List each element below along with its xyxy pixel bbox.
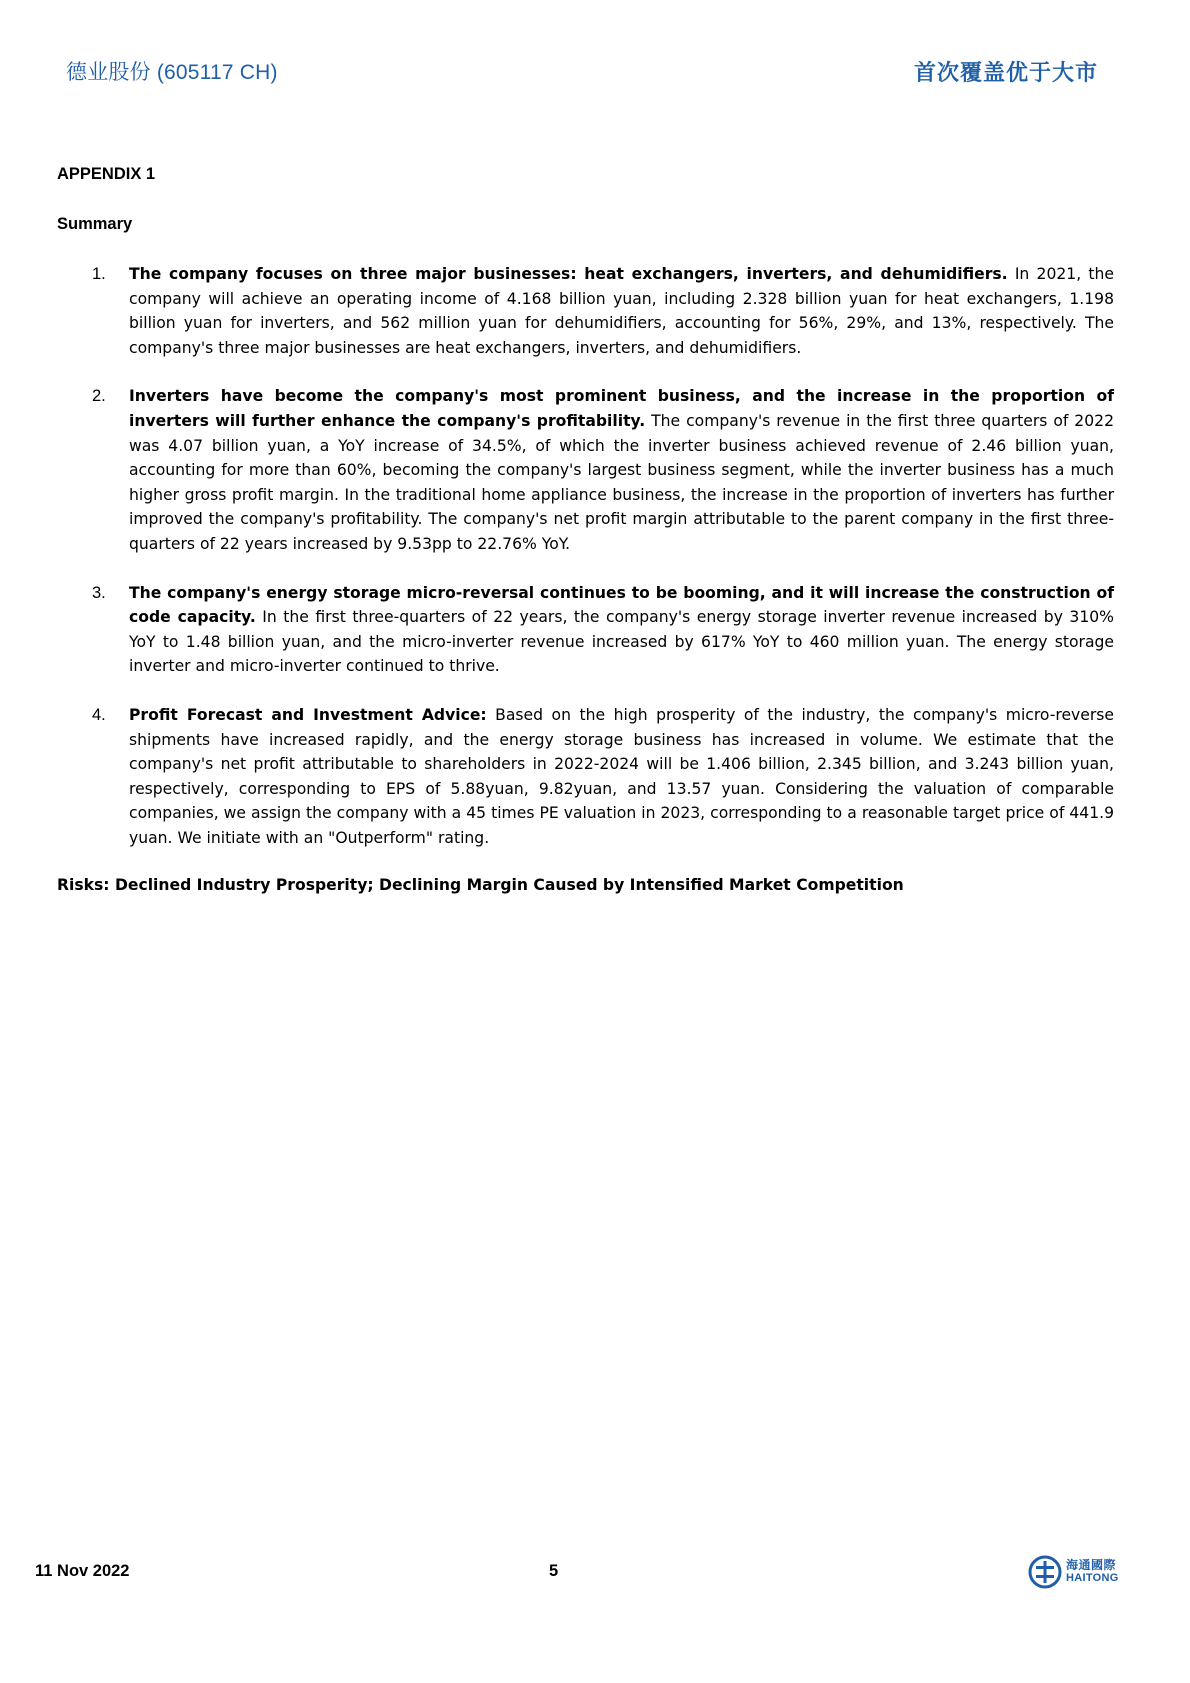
list-item bbox=[57, 262, 1114, 360]
header-ticker: 德业股份 (605117 CH) bbox=[66, 61, 278, 84]
list-item bbox=[57, 581, 1114, 679]
item-text: In 2021, the company will achieve an operating income of 4.168 billion yuan, including 2.328 billion yuan for heat exchangers, 1.198 billion yuan for inverters, and 562 million yuan for dehumidifiers, accounting for 56%, 29%, and 13%, respectively. The company's three major businesses are heat exchangers, inverters, and dehumidifiers. bbox=[129, 265, 1114, 357]
item-number: 2. bbox=[92, 387, 106, 406]
item-bold-lead: The company focuses on three major businesses: heat exchangers, inverters, and dehumidifiers. bbox=[129, 265, 1008, 283]
summary-title: Summary bbox=[57, 215, 133, 233]
item-number: 3. bbox=[92, 583, 106, 602]
footer-date: 11 Nov 2022 bbox=[35, 1562, 130, 1580]
risks-statement: Risks: Declined Industry Prosperity; Declining Margin Caused by Intensified Market Competition bbox=[57, 876, 904, 894]
item-number: 1. bbox=[92, 265, 106, 283]
logo-en-text: HAITONG bbox=[1066, 1572, 1119, 1584]
item-number: 4. bbox=[92, 705, 106, 724]
logo-cn-text: 海通國際 bbox=[1066, 1558, 1117, 1572]
haitong-logo-icon bbox=[1028, 1555, 1062, 1589]
list-item bbox=[57, 384, 1114, 556]
appendix-title: APPENDIX 1 bbox=[57, 165, 156, 183]
header-rating: 首次覆盖优于大市 bbox=[913, 60, 1098, 86]
item-bold-lead: Inverters have become the company's most prominent business, and the increase in the proportion of inverters will further enhance the company's profitability. bbox=[129, 387, 1114, 430]
item-bold-lead: Profit Forecast and Investment Advice: bbox=[129, 705, 487, 724]
item-text: The company's revenue in the first three quarters of 2022 was 4.07 billion yuan, a YoY increase of 34.5%, of which the inverter business achieved revenue of 2.46 billion yuan, accounting for more than 60%, becoming the company's largest business segment, while the inverter business has a much higher gross profit margin. In the traditional home appliance business, the increase in the proportion of inverters has further improved the company's profitability. The company's net profit margin attributable to the parent company in the first three-quarters of 22 years increased by 9.53pp to 22.76% YoY. bbox=[129, 411, 1114, 553]
haitong-logo bbox=[1028, 1555, 1119, 1589]
item-bold-lead: The company's energy storage micro-reversal continues to be booming, and it will increase the construction of code capacity. bbox=[129, 583, 1114, 627]
page-number: 5 bbox=[549, 1562, 559, 1580]
item-text: Based on the high prosperity of the industry, the company's micro-reverse shipments have increased rapidly, and the energy storage business has increased in volume. We estimate that the company's net profit attributable to shareholders in 2022-2024 will be 1.406 billion, 2.345 billion, and 3.243 billion yuan, respectively, corresponding to EPS of 5.88yuan, 9.82yuan, and 13.57 yuan. Considering the valuation of comparable companies, we assign the company with a 45 times PE valuation in 2023, corresponding to a reasonable target price of 441.9 yuan. We initiate with an "Outperform" rating. bbox=[129, 705, 1114, 847]
list-item bbox=[57, 703, 1114, 851]
summary-list bbox=[57, 262, 1114, 874]
item-text: In the first three-quarters of 22 years, the company's energy storage inverter revenue increased by 310% YoY to 1.48 billion yuan, and the micro-inverter revenue increased by 617% YoY to 460 million yuan. The energy storage inverter and micro-inverter continued to thrive. bbox=[129, 608, 1114, 676]
